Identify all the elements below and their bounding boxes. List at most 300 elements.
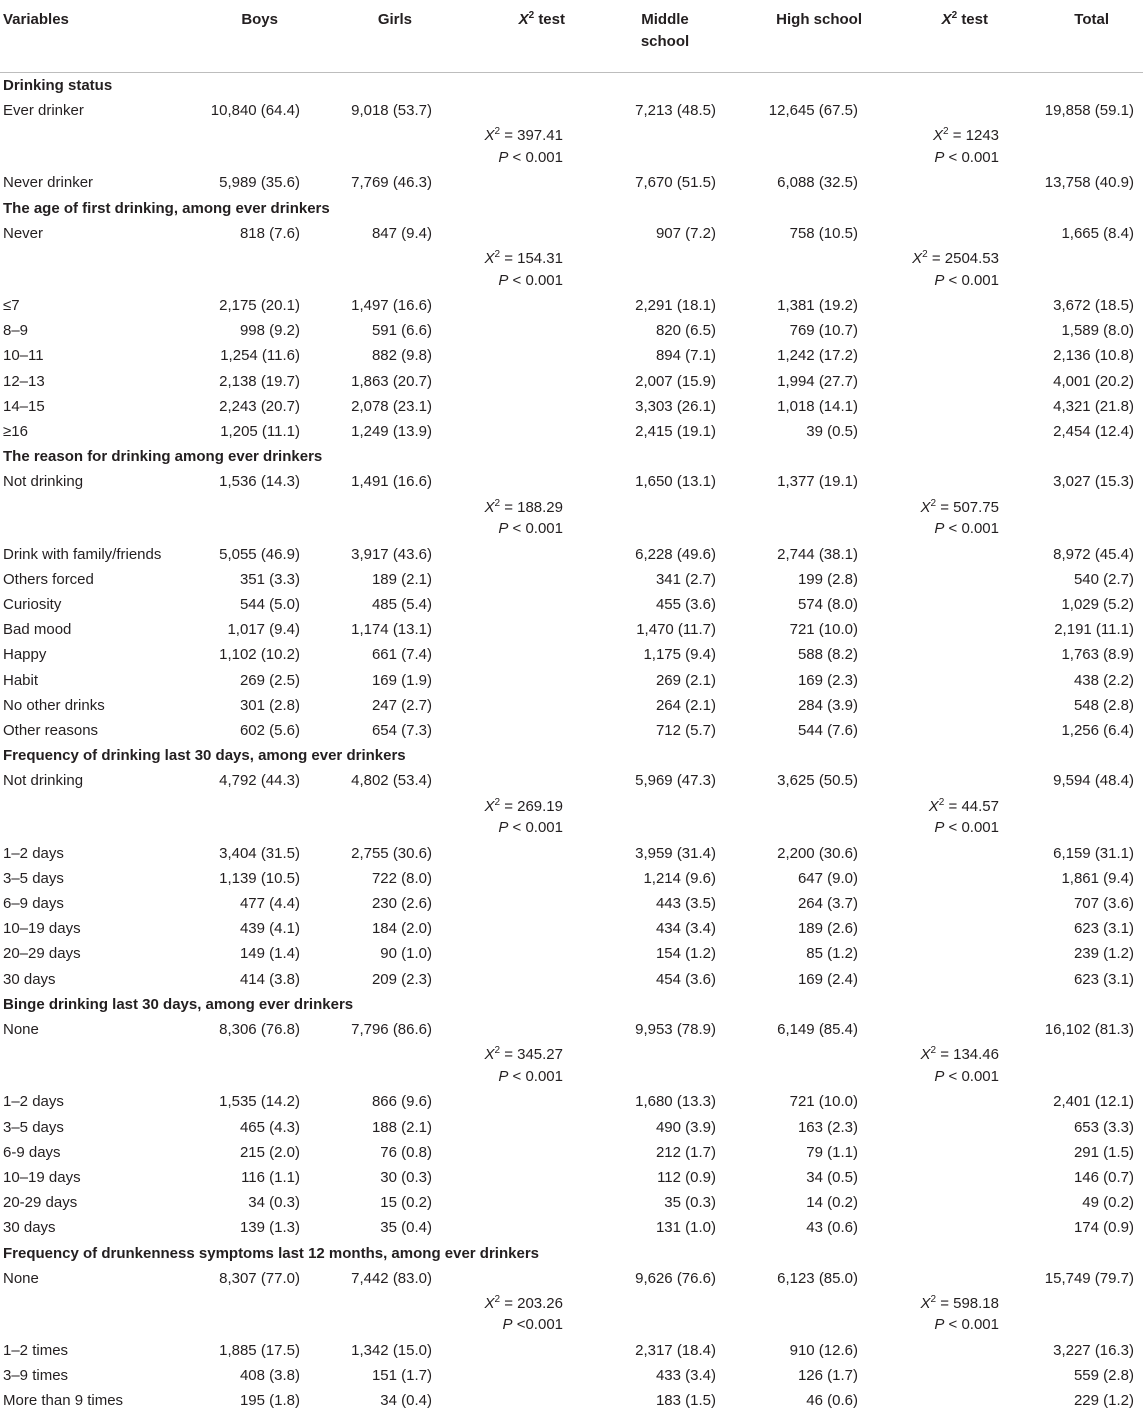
cell-high: 284 (3.9) (797, 696, 858, 714)
empty-cell (436, 617, 567, 642)
cell-girls: 9,018 (53.7) (351, 102, 432, 120)
section-title: The reason for drinking among ever drinkers (3, 448, 323, 466)
row-label: 6-9 days (3, 1143, 61, 1161)
empty-cell (1003, 1291, 1143, 1338)
cell-girls: 1,863 (20.7) (351, 372, 432, 390)
cell-middle: 212 (1.7) (655, 1143, 716, 1161)
empty-cell (0, 495, 200, 542)
empty-cell (862, 170, 1003, 195)
empty-cell (436, 768, 567, 793)
cell-middle: 112 (0.9) (657, 1168, 716, 1186)
cell-middle: 2,415 (19.1) (635, 423, 716, 441)
chi-square-value: $X^2 = 598.18$ (920, 1293, 999, 1312)
cell-girls: 15 (0.2) (380, 1194, 432, 1212)
cell-middle: 712 (5.7) (655, 722, 716, 740)
header-chi-square-test-1: $X^2$ test (436, 0, 567, 73)
statistics-row (0, 495, 1143, 542)
cell-high: 6,123 (85.0) (777, 1269, 858, 1287)
empty-cell (862, 469, 1003, 494)
header-total: Total (1003, 0, 1143, 73)
cell-girls: 247 (2.7) (371, 696, 432, 714)
empty-cell (436, 1388, 567, 1413)
cell-total: 2,191 (11.1) (1054, 621, 1134, 639)
cell-middle: 1,175 (9.4) (643, 646, 716, 664)
cell-high: 1,018 (14.1) (777, 397, 858, 415)
cell-middle: 7,670 (51.5) (635, 174, 716, 192)
cell-high: 169 (2.4) (797, 970, 858, 988)
empty-cell (862, 967, 1003, 992)
cell-middle: 7,213 (48.5) (635, 102, 716, 120)
table-row (0, 542, 1143, 567)
cell-high: 169 (2.3) (797, 671, 858, 689)
table-row (0, 642, 1143, 667)
statistics-row (0, 794, 1143, 841)
empty-cell (862, 343, 1003, 368)
table-row (0, 866, 1143, 891)
cell-middle: 894 (7.1) (655, 347, 716, 365)
cell-boys: 2,138 (19.7) (219, 372, 300, 390)
cell-boys: 351 (3.3) (239, 570, 300, 588)
table-row (0, 592, 1143, 617)
table-row (0, 1089, 1143, 1114)
cell-boys: 149 (1.4) (239, 945, 300, 963)
empty-cell (719, 246, 862, 293)
cell-boys: 116 (1.1) (241, 1168, 300, 1186)
cell-high: 39 (0.5) (806, 423, 858, 441)
table-row (0, 394, 1143, 419)
table-row (0, 1215, 1143, 1240)
cell-girls: 654 (7.3) (371, 722, 432, 740)
empty-cell (862, 394, 1003, 419)
empty-cell (719, 495, 862, 542)
empty-cell (0, 1042, 200, 1089)
table-row (0, 419, 1143, 444)
row-label: Happy (3, 646, 47, 664)
cell-girls: 76 (0.8) (380, 1143, 432, 1161)
section-header (0, 1241, 1143, 1266)
cell-high: 6,088 (32.5) (777, 174, 858, 192)
cell-middle: 6,228 (49.6) (635, 545, 716, 563)
empty-cell (862, 1266, 1003, 1291)
empty-cell (436, 1266, 567, 1291)
cell-girls: 591 (6.6) (371, 322, 432, 340)
cell-middle: 1,470 (11.7) (636, 621, 716, 639)
chi-square-value: $X^2 = 397.41$ (484, 126, 563, 145)
cell-girls: 882 (9.8) (371, 347, 432, 365)
chi-square-value: $X^2 = 134.46$ (920, 1045, 999, 1064)
cell-middle: 2,007 (15.9) (635, 372, 716, 390)
cell-high: 910 (12.6) (789, 1341, 858, 1359)
statistics-row (0, 246, 1143, 293)
cell-boys: 602 (5.6) (239, 722, 300, 740)
empty-cell (862, 318, 1003, 343)
empty-cell (567, 246, 719, 293)
table-row (0, 1115, 1143, 1140)
cell-boys: 8,306 (76.8) (219, 1021, 300, 1039)
empty-cell (862, 1388, 1003, 1413)
cell-girls: 661 (7.4) (371, 646, 432, 664)
empty-cell (436, 941, 567, 966)
p-value: P < 0.001 (498, 819, 563, 837)
cell-middle: 3,959 (31.4) (635, 844, 716, 862)
empty-cell (567, 1042, 719, 1089)
p-value: P < 0.001 (498, 148, 563, 166)
p-value: P < 0.001 (934, 1316, 999, 1334)
cell-boys: 1,205 (11.1) (220, 423, 300, 441)
cell-girls: 151 (1.7) (371, 1367, 432, 1385)
cell-girls: 7,769 (46.3) (351, 174, 432, 192)
empty-cell (304, 246, 436, 293)
cell-total: 16,102 (81.3) (1044, 1021, 1134, 1039)
cell-girls: 7,442 (83.0) (351, 1269, 432, 1287)
p-value: P < 0.001 (934, 148, 999, 166)
cell-total: 2,401 (12.1) (1053, 1093, 1134, 1111)
cell-high: 264 (3.7) (797, 895, 858, 913)
p-value: P < 0.001 (498, 271, 563, 289)
cell-total: 653 (3.3) (1073, 1118, 1134, 1136)
cell-girls: 7,796 (86.6) (351, 1021, 432, 1039)
cell-total: 1,665 (8.4) (1061, 224, 1134, 242)
row-label: Others forced (3, 570, 94, 588)
cell-high: 721 (10.0) (789, 621, 858, 639)
cell-boys: 269 (2.5) (239, 671, 300, 689)
empty-cell (200, 246, 304, 293)
cell-total: 146 (0.7) (1073, 1168, 1134, 1186)
empty-cell (719, 1042, 862, 1089)
empty-cell (0, 794, 200, 841)
cell-high: 1,377 (19.1) (777, 473, 858, 491)
cell-girls: 1,249 (13.9) (351, 423, 432, 441)
cell-girls: 1,497 (16.6) (351, 297, 432, 315)
cell-high: 34 (0.5) (806, 1168, 858, 1186)
table-row (0, 1338, 1143, 1363)
cell-high: 14 (0.2) (806, 1194, 858, 1212)
cell-girls: 30 (0.3) (380, 1168, 432, 1186)
cell-total: 19,858 (59.1) (1044, 102, 1134, 120)
section-title: Drinking status (3, 77, 113, 94)
empty-cell (862, 891, 1003, 916)
empty-cell (436, 293, 567, 318)
table-row (0, 1190, 1143, 1215)
row-label: Bad mood (3, 621, 72, 639)
cell-girls: 4,802 (53.4) (351, 772, 432, 790)
row-label: 12–13 (3, 372, 45, 390)
header-girls: Girls (304, 0, 436, 73)
empty-cell (436, 891, 567, 916)
header-high-school: High school (719, 0, 862, 73)
cell-total: 239 (1.2) (1073, 945, 1134, 963)
empty-cell (862, 866, 1003, 891)
cell-boys: 477 (4.4) (239, 895, 300, 913)
cell-boys: 1,139 (10.5) (219, 869, 300, 887)
cell-middle: 269 (2.1) (655, 671, 716, 689)
empty-cell (862, 592, 1003, 617)
cell-girls: 847 (9.4) (371, 224, 432, 242)
cell-boys: 4,792 (44.3) (219, 772, 300, 790)
cell-high: 79 (1.1) (806, 1143, 858, 1161)
empty-cell (567, 1291, 719, 1338)
cell-boys: 1,885 (17.5) (219, 1341, 300, 1359)
cell-middle: 1,650 (13.1) (635, 473, 716, 491)
table-row (0, 343, 1143, 368)
cell-total: 4,001 (20.2) (1053, 372, 1134, 390)
row-label: Ever drinker (3, 102, 84, 120)
table-row (0, 293, 1143, 318)
empty-cell (200, 123, 304, 170)
empty-cell (304, 794, 436, 841)
cell-high: 2,744 (38.1) (777, 545, 858, 563)
chi-square-result (862, 1042, 1003, 1089)
cell-total: 2,454 (12.4) (1053, 423, 1134, 441)
empty-cell (862, 1338, 1003, 1363)
chi-square-result (862, 123, 1003, 170)
cell-girls: 1,174 (13.1) (351, 621, 432, 639)
cell-high: 43 (0.6) (806, 1219, 858, 1237)
row-label: 6–9 days (3, 895, 64, 913)
chi-square-result (436, 794, 567, 841)
cell-high: 12,645 (67.5) (768, 102, 858, 120)
empty-cell (719, 1291, 862, 1338)
header-middle-school: Middle school (567, 0, 719, 73)
empty-cell (436, 419, 567, 444)
empty-cell (436, 394, 567, 419)
row-label: Curiosity (3, 596, 62, 614)
row-label: 10–19 days (3, 920, 81, 938)
empty-cell (200, 495, 304, 542)
empty-cell (436, 592, 567, 617)
table-row (0, 1266, 1143, 1291)
empty-cell (436, 567, 567, 592)
cell-middle: 341 (2.7) (655, 570, 716, 588)
table-row (0, 170, 1143, 195)
table-row (0, 841, 1143, 866)
row-label: Habit (3, 671, 39, 689)
chi-square-result (862, 794, 1003, 841)
table-header (0, 0, 1143, 73)
empty-cell (1003, 123, 1143, 170)
empty-cell (436, 1363, 567, 1388)
empty-cell (862, 542, 1003, 567)
cell-high: 126 (1.7) (797, 1367, 858, 1385)
empty-cell (436, 469, 567, 494)
empty-cell (436, 1190, 567, 1215)
cell-girls: 1,491 (16.6) (351, 473, 432, 491)
chi-square-value: $X^2 = 1243$ (932, 126, 999, 145)
empty-cell (436, 718, 567, 743)
cell-total: 540 (2.7) (1073, 570, 1134, 588)
empty-cell (436, 668, 567, 693)
chi-square-result (436, 1291, 567, 1338)
cell-girls: 90 (1.0) (380, 945, 432, 963)
empty-cell (436, 170, 567, 195)
cell-boys: 1,017 (9.4) (227, 621, 300, 639)
cell-girls: 184 (2.0) (371, 920, 432, 938)
empty-cell (862, 718, 1003, 743)
cell-boys: 8,307 (77.0) (219, 1269, 300, 1287)
empty-cell (436, 542, 567, 567)
empty-cell (436, 1140, 567, 1165)
cell-total: 1,861 (9.4) (1061, 869, 1134, 887)
empty-cell (1003, 246, 1143, 293)
section-title: Binge drinking last 30 days, among ever drinkers (3, 995, 354, 1013)
cell-girls: 34 (0.4) (380, 1392, 432, 1410)
cell-middle: 433 (3.4) (655, 1367, 716, 1385)
header-boys: Boys (200, 0, 304, 73)
section-header (0, 992, 1143, 1017)
empty-cell (862, 1215, 1003, 1240)
chi-square-value: $X^2 = 44.57$ (928, 796, 999, 815)
section-title: Frequency of drunkenness symptoms last 12 months, among ever drinkers (3, 1244, 539, 1262)
cell-total: 4,321 (21.8) (1053, 397, 1134, 415)
cell-total: 15,749 (79.7) (1044, 1269, 1134, 1287)
chi-square-result (436, 495, 567, 542)
row-label: 20–29 days (3, 945, 81, 963)
empty-cell (436, 967, 567, 992)
empty-cell (862, 1165, 1003, 1190)
empty-cell (304, 1042, 436, 1089)
cell-total: 438 (2.2) (1073, 671, 1134, 689)
cell-girls: 866 (9.6) (371, 1093, 432, 1111)
row-label: 3–5 days (3, 1118, 64, 1136)
empty-cell (719, 794, 862, 841)
cell-total: 623 (3.1) (1073, 970, 1134, 988)
empty-cell (436, 98, 567, 123)
cell-girls: 230 (2.6) (371, 895, 432, 913)
chi-square-value: $X^2 = 203.26$ (484, 1293, 563, 1312)
empty-cell (1003, 1042, 1143, 1089)
cell-girls: 2,755 (30.6) (351, 844, 432, 862)
empty-cell (200, 1291, 304, 1338)
row-label: ≥16 (3, 423, 28, 441)
cell-girls: 189 (2.1) (371, 570, 432, 588)
cell-total: 229 (1.2) (1073, 1392, 1134, 1410)
empty-cell (567, 794, 719, 841)
cell-boys: 301 (2.8) (239, 696, 300, 714)
empty-cell (862, 693, 1003, 718)
empty-cell (0, 1291, 200, 1338)
chi-square-result (436, 246, 567, 293)
cell-boys: 5,055 (46.9) (219, 545, 300, 563)
table-row (0, 369, 1143, 394)
empty-cell (862, 642, 1003, 667)
chi-square-value: $X^2 = 188.29$ (484, 497, 563, 516)
empty-cell (436, 1215, 567, 1240)
cell-boys: 1,102 (10.2) (219, 646, 300, 664)
cell-boys: 1,535 (14.2) (219, 1093, 300, 1111)
empty-cell (0, 123, 200, 170)
empty-cell (862, 1190, 1003, 1215)
row-label: 1–2 days (3, 844, 64, 862)
empty-cell (436, 318, 567, 343)
cell-total: 1,256 (6.4) (1061, 722, 1134, 740)
chi-square-value: $X^2 = 345.27$ (484, 1045, 563, 1064)
p-value: P < 0.001 (934, 520, 999, 538)
row-label: 30 days (3, 1219, 56, 1237)
cell-total: 8,972 (45.4) (1053, 545, 1134, 563)
cell-high: 199 (2.8) (797, 570, 858, 588)
cell-total: 623 (3.1) (1073, 920, 1134, 938)
row-label: Never (3, 224, 44, 242)
row-label: 1–2 times (3, 1341, 69, 1359)
cell-girls: 2,078 (23.1) (351, 397, 432, 415)
empty-cell (862, 768, 1003, 793)
cell-boys: 1,254 (11.6) (220, 347, 300, 365)
cell-girls: 209 (2.3) (371, 970, 432, 988)
cell-middle: 454 (3.6) (655, 970, 716, 988)
cell-boys: 544 (5.0) (239, 596, 300, 614)
row-label: 20-29 days (3, 1194, 78, 1212)
empty-cell (436, 1089, 567, 1114)
cell-total: 291 (1.5) (1073, 1143, 1134, 1161)
empty-cell (862, 221, 1003, 246)
cell-girls: 169 (1.9) (371, 671, 432, 689)
header-variables: Variables (0, 0, 200, 73)
table-row (0, 1017, 1143, 1042)
table-row (0, 1165, 1143, 1190)
cell-boys: 2,243 (20.7) (219, 397, 300, 415)
row-label: 10–19 days (3, 1168, 81, 1186)
row-label: None (3, 1021, 39, 1039)
cell-boys: 3,404 (31.5) (219, 844, 300, 862)
cell-girls: 188 (2.1) (371, 1118, 432, 1136)
table-row (0, 1140, 1143, 1165)
row-label: More than 9 times (3, 1392, 124, 1410)
cell-boys: 1,536 (14.3) (219, 473, 300, 491)
table-row (0, 693, 1143, 718)
cell-total: 1,589 (8.0) (1061, 322, 1134, 340)
empty-cell (1003, 495, 1143, 542)
row-label: Other reasons (3, 722, 99, 740)
cell-boys: 2,175 (20.1) (219, 297, 300, 315)
table-row (0, 916, 1143, 941)
row-label: Not drinking (3, 772, 84, 790)
row-label: 3–5 days (3, 869, 64, 887)
chi-square-result (862, 495, 1003, 542)
row-label: 30 days (3, 970, 56, 988)
cell-girls: 722 (8.0) (371, 869, 432, 887)
empty-cell (436, 343, 567, 368)
cell-high: 721 (10.0) (789, 1093, 858, 1111)
table-row (0, 718, 1143, 743)
empty-cell (436, 369, 567, 394)
empty-cell (436, 841, 567, 866)
cell-girls: 1,342 (15.0) (351, 1341, 432, 1359)
cell-high: 46 (0.6) (806, 1392, 858, 1410)
cell-middle: 2,291 (18.1) (635, 297, 716, 315)
cell-middle: 434 (3.4) (655, 920, 716, 938)
row-label: Not drinking (3, 473, 84, 491)
empty-cell (862, 419, 1003, 444)
cell-high: 574 (8.0) (797, 596, 858, 614)
cell-middle: 35 (0.3) (664, 1194, 716, 1212)
cell-total: 3,027 (15.3) (1053, 473, 1134, 491)
empty-cell (719, 123, 862, 170)
cell-total: 174 (0.9) (1073, 1219, 1134, 1237)
table-row (0, 768, 1143, 793)
cell-total: 9,594 (48.4) (1053, 772, 1134, 790)
cell-high: 1,242 (17.2) (777, 347, 858, 365)
statistics-row (0, 123, 1143, 170)
cell-high: 1,381 (19.2) (777, 297, 858, 315)
row-label: Drink with family/friends (3, 545, 162, 563)
empty-cell (567, 123, 719, 170)
p-value: P < 0.001 (498, 520, 563, 538)
cell-high: 588 (8.2) (797, 646, 858, 664)
empty-cell (304, 1291, 436, 1338)
cell-boys: 439 (4.1) (239, 920, 300, 938)
table-body (0, 73, 1143, 1414)
table-row (0, 469, 1143, 494)
